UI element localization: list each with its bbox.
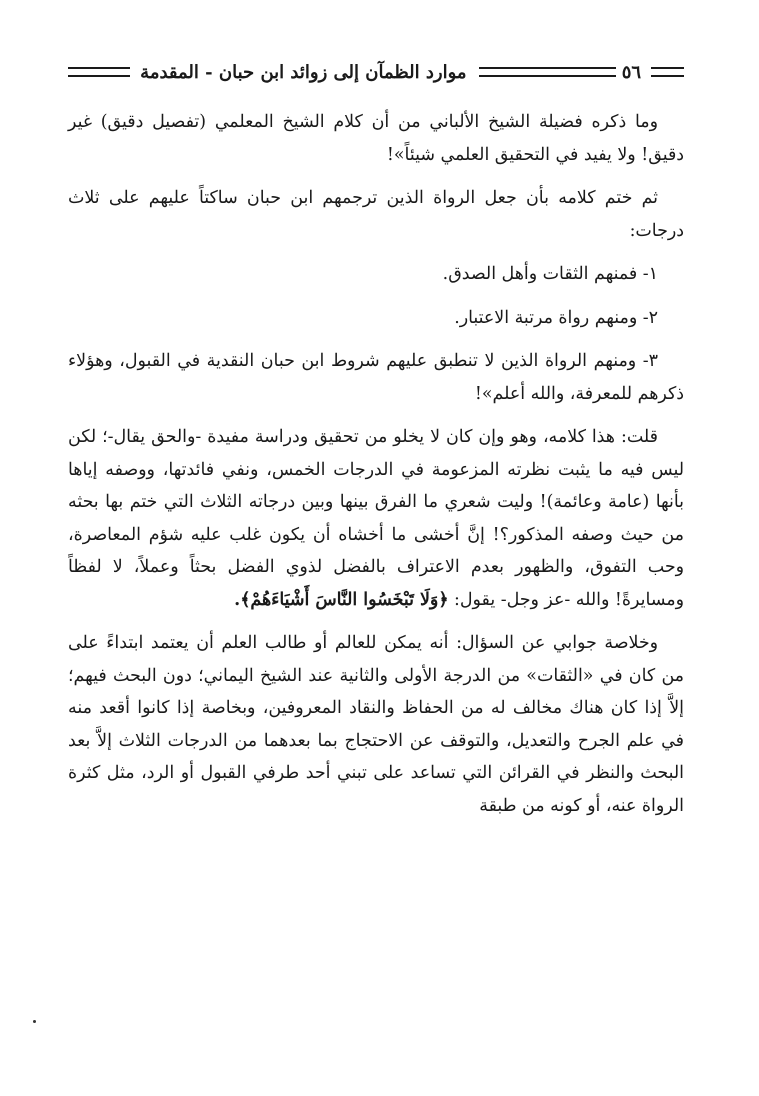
header-title: موارد الظمآن إلى زوائد ابن حبان - المقدمة xyxy=(140,61,467,83)
list-item: ٢- ومنهم رواة مرتبة الاعتبار. xyxy=(454,307,658,328)
quran-quote: ﴿وَلَا تَبْخَسُوا النَّاسَ أَشْيَاءَهُمْ﴾. xyxy=(234,589,449,610)
header-rule-middle xyxy=(479,67,616,77)
header-rule-left xyxy=(68,67,130,77)
list-item: ١- فمنهم الثقات وأهل الصدق. xyxy=(442,264,658,284)
paragraph xyxy=(68,421,684,616)
paragraph-text: قلت: هذا كلامه، وهو وإن كان لا يخلو من تحقيق ودراسة مفيدة -والحق يقال-؛ لكن ليس فيه ما يثبت نظرته المزعومة في الدرجات الخمس، ونفي فائدتها، ووصفه إياها بأنها (عامة وعائمة)! وليت شعري ما الفرق بينها وبين درجاته الثلاث التي ختم بها بحثه من حيث وصفه المذكور؟! إنَّ أخشى ما أخشاه أن يكون غلب عليه شؤم المعاصرة، وحب التفوق، والظهور بعدم الاعتراف بالفضل لذوي الفضل بحثاً وعملاً، لا لفظاً ومسايرةً! والله -عز وجل- يقول: xyxy=(68,427,684,610)
paragraph: وما ذكره فضيلة الشيخ الألباني من أن كلام الشيخ المعلمي (تفصيل دقيق) غير دقيق! ولا يفيد في التحقيق العلمي شيئاً»! xyxy=(68,112,684,165)
page-number: ٥٦ xyxy=(621,61,642,83)
stray-dot xyxy=(33,1020,36,1023)
running-header xyxy=(68,52,684,92)
paragraph: ثم ختم كلامه بأن جعل الرواة الذين ترجمهم ابن حبان ساكتاً عليهم على ثلاث درجات: xyxy=(68,188,684,241)
paragraph: وخلاصة جوابي عن السؤال: أنه يمكن للعالم أو طالب العلم أن يعتمد ابتداءً على من كان في «الثقات» من الدرجة الأولى والثانية عند الشيخ اليماني؛ دون البحث فيهم؛ إلاَّ إذا كان هناك مخالف له من الحفاظ والنقاد المعروفين، وبخاصة إذا كانوا أقعد منه في علم الجرح والتعديل، والتوقف عن الاحتجاج بما بعدهما من الدرجات الثلاث إلاَّ بعد البحث والنظر في القرائن التي تساعد على تبني أحد طرفي القبول أو الرد، مثل كثرة الرواة عنه، أو كونه من طبقة xyxy=(68,633,684,816)
list-item: ٣- ومنهم الرواة الذين لا تنطبق عليهم شروط ابن حبان النقدية في القبول، وهؤلاء ذكرهم للمعرفة، والله أعلم»! xyxy=(68,351,684,404)
book-page xyxy=(68,52,684,833)
page-body xyxy=(68,106,684,822)
header-rule-right xyxy=(651,67,684,77)
